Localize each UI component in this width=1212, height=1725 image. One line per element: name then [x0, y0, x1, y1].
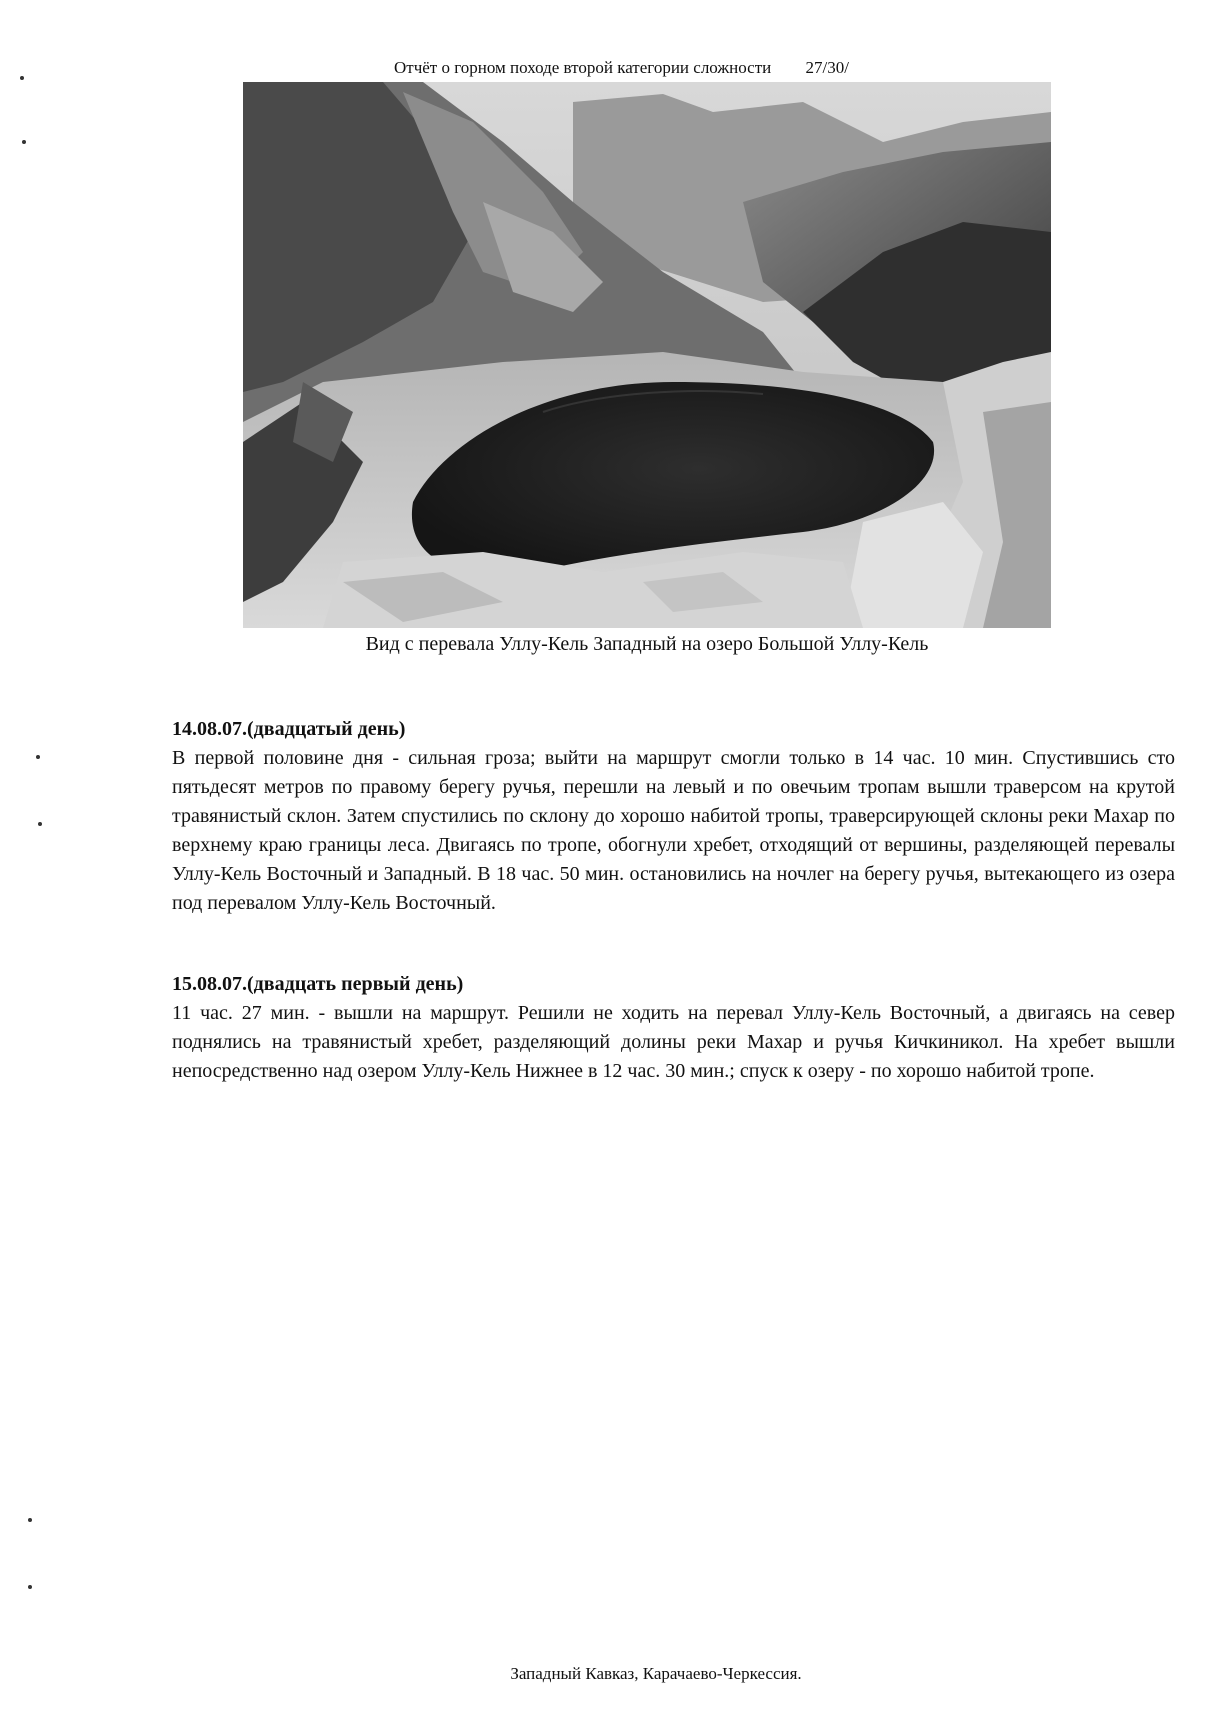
scan-mark: [38, 822, 42, 826]
entry-date: 14.08.07.(двадцатый день): [172, 718, 406, 740]
page-number: 27/30/: [805, 58, 849, 77]
header-title: Отчёт о горном походе второй категории сложности: [394, 58, 772, 77]
scan-mark: [28, 1518, 32, 1522]
entry-date: 15.08.07.(двадцать первый день): [172, 973, 464, 995]
journal-entry: [172, 715, 1175, 918]
page-header: [394, 58, 849, 78]
scan-mark: [28, 1585, 32, 1589]
entry-text: 11 час. 27 мин. - вышли на маршрут. Решили не ходить на перевал Уллу-Кель Восточный, а двигаясь на север поднялись на травянистый хребет, разделяющий долины реки Махар и ручья Кичкиникол. На хребет вышли непосредственно над озером Уллу-Кель Нижнее в 12 час. 30 мин.; спуск к озеру - по хорошо набитой тропе.: [172, 1002, 1175, 1082]
journal-entry: [172, 970, 1175, 1086]
lake-photo: [243, 82, 1051, 628]
scan-mark: [22, 140, 26, 144]
photo-caption: Вид с перевала Уллу-Кель Западный на озеро Большой Уллу-Кель: [365, 633, 929, 655]
scan-mark: [36, 755, 40, 759]
scan-mark: [20, 76, 24, 80]
page-footer: Западный Кавказ, Карачаево-Черкессия.: [510, 1664, 802, 1683]
entry-text: В первой половине дня - сильная гроза; выйти на маршрут смогли только в 14 час. 10 мин. Спустившись сто пятьдесят метров по правому берегу ручья, перешли на левый и по овечьим тропам вышли траверсом на крутой травянистый склон. Затем спустились по склону до хорошо набитой тропы, траверсирующей склоны реки Махар по верхнему краю границы леса. Двигаясь по тропе, обогнули хребет, отходящий от вершины, разделяющей перевалы Уллу-Кель Восточный и Западный. В 18 час. 50 мин. остановились на ночлег на берегу ручья, вытекающего из озера под перевалом Уллу-Кель Восточный.: [172, 747, 1175, 914]
